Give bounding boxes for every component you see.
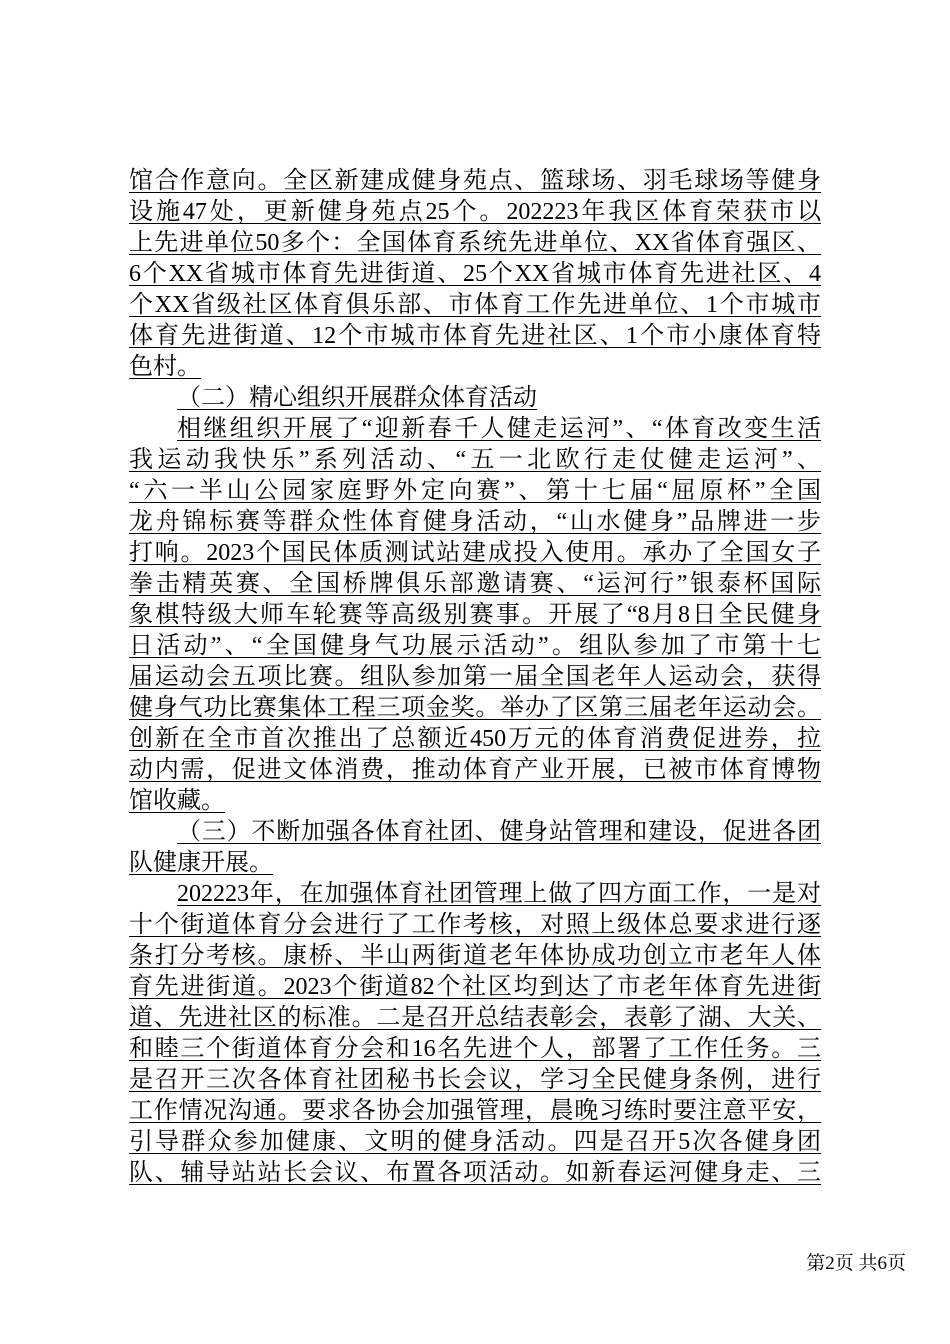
text-line: 6个XX省城市体育先进街道、25个XX省城市体育先进社区、4	[129, 261, 821, 287]
text-line: 拳击精英赛、全国桥牌俱乐部邀请赛、“运河行”银泰杯国际	[129, 571, 821, 597]
text-line: 引导群众参加健康、文明的健身活动。四是召开5次各健身团	[129, 1129, 821, 1155]
text-line: 育先进街道。2023个街道82个社区均到达了市老年体育先进街	[129, 974, 821, 1000]
document-body	[129, 166, 821, 1189]
text-line: 上先进单位50多个：全国体育系统先进单位、XX省体育强区、	[129, 230, 821, 256]
text-line: 象棋特级大师车轮赛等高级别赛事。开展了“8月8日全民健身	[129, 602, 821, 628]
text-line: 和睦三个街道体育分会和16名先进个人，部署了工作任务。三	[129, 1036, 821, 1062]
text-line: 队、辅导站站长会议、布置各项活动。如新春运河健身走、三	[129, 1160, 821, 1186]
page-number-footer: 第2页 共6页	[806, 1253, 906, 1274]
text-line: 创新在全市首次推出了总额近450万元的体育消费促进券，拉	[129, 726, 821, 752]
text-line: 龙舟锦标赛等群众性体育健身活动，“山水健身”品牌进一步	[129, 509, 821, 535]
text-line: 色村。	[129, 354, 201, 380]
text-line: 动内需，促进文体消费，推动体育产业开展，已被市体育博物	[129, 757, 821, 783]
text-line: 道、先进社区的标准。二是召开总结表彰会，表彰了湖、大关、	[129, 1005, 821, 1031]
text-line: 个XX省级社区体育俱乐部、市体育工作先进单位、1个市城市	[129, 292, 821, 318]
text-line: 届运动会五项比赛。组队参加第一届全国老年人运动会，获得	[129, 664, 821, 690]
text-line: 队健康开展。	[129, 850, 273, 876]
text-line: 条打分考核。康桥、半山两街道老年体协成功创立市老年人体	[129, 943, 821, 969]
text-line: 体育先进街道、12个市城市体育先进社区、1个市小康体育特	[129, 323, 821, 349]
text-line: 是召开三次各体育社团秘书长会议，学习全民健身条例，进行	[129, 1067, 821, 1093]
text-line: 相继组织开展了“迎新春千人健走运河”、“体育改变生活	[177, 416, 821, 442]
text-line: 健身气功比赛集体工程三项金奖。举办了区第三届老年运动会。	[129, 695, 821, 721]
text-line: 202223年，在加强体育社团管理上做了四方面工作，一是对	[177, 881, 821, 907]
text-line: 我运动我快乐”系列活动、“五一北欧行走仗健走运河”、	[129, 447, 821, 473]
text-line: 十个街道体育分会进行了工作考核，对照上级体总要求进行逐	[129, 912, 821, 938]
text-line: 日活动”、“全国健身气功展示活动”。组队参加了市第十七	[129, 633, 821, 659]
text-line: 馆收藏。	[129, 788, 225, 814]
text-line: “六一半山公园家庭野外定向赛”、第十七届“屈原杯”全国	[129, 478, 821, 504]
text-line: 打响。2023个国民体质测试站建成投入使用。承办了全国女子	[129, 540, 821, 566]
text-line: （三）不断加强各体育社团、健身站管理和建设，促进各团	[177, 819, 821, 845]
text-line: 馆合作意向。全区新建成健身苑点、篮球场、羽毛球场等健身	[129, 168, 821, 194]
text-line: （二）精心组织开展群众体育活动	[177, 385, 537, 411]
text-line: 工作情况沟通。要求各协会加强管理，晨晚习练时要注意平安，	[129, 1098, 821, 1124]
text-line: 设施47处，更新健身苑点25个。202223年我区体育荣获市以	[129, 199, 821, 225]
